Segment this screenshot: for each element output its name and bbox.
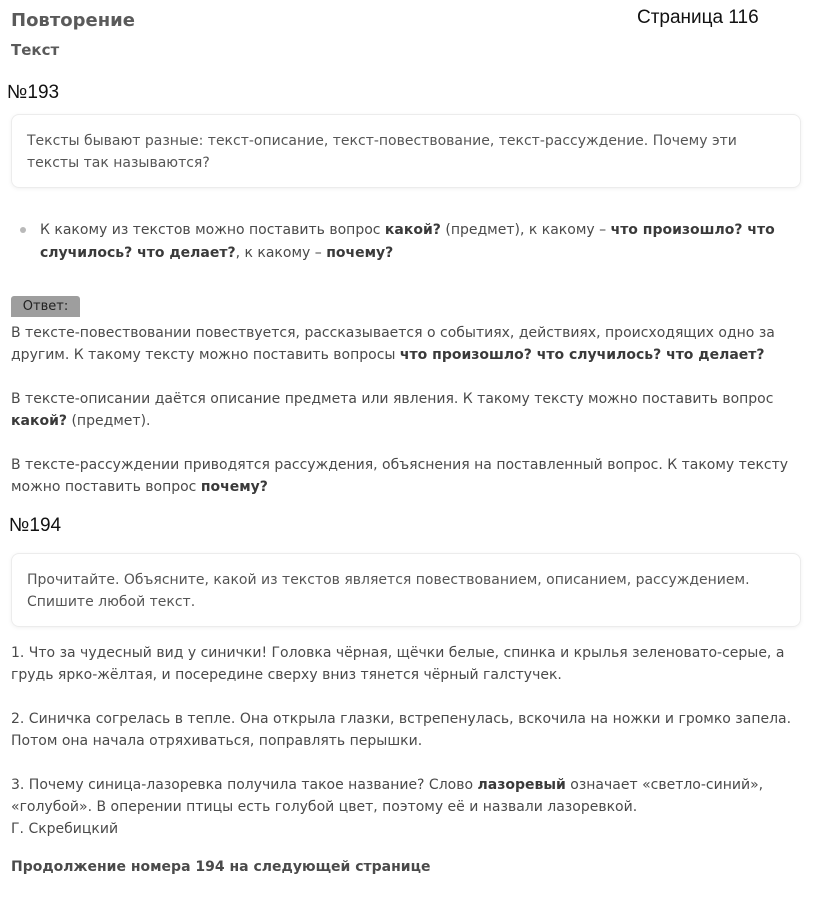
subsection-title: Текст — [11, 41, 60, 59]
exercise-193-task: Тексты бывают разные: текст-описание, текст-повествование, текст-рассуждение. Почему эти тексты так называются? — [27, 133, 737, 171]
continuation-note: Продолжение номера 194 на следующей странице — [11, 859, 431, 875]
text-2: 2. Синичка согрелась в тепле. Она открыла глазки, встрепенулась, вскочила на ножки и громко запела. Потом она начала отряхиваться, поправлять перышки. — [11, 711, 792, 749]
page-number: Страница 116 — [637, 7, 759, 28]
section-title: Повторение — [11, 10, 135, 31]
answer-paragraph-1: В тексте-повествовании повествуется, рассказывается о событиях, действиях, происходящих одно за другим. К такому тексту можно поставить вопросы что произошло? что случилось? что делает? — [11, 325, 775, 363]
exercise-193-bullet — [20, 219, 790, 265]
exercise-193-task-card — [11, 114, 801, 188]
answer-paragraph-2: В тексте-описании даётся описание предмета или явления. К такому тексту можно поставить вопрос какой? (предмет). — [11, 391, 774, 429]
exercise-194-task-card — [11, 553, 801, 627]
text-3-author: Г. Скребицкий — [11, 821, 119, 837]
bullet-text: К какому из текстов можно поставить вопрос какой? (предмет), к какому – что произошло? что случилось? что делает?, к какому – почему? — [40, 222, 775, 261]
answer-label: Ответ: — [11, 296, 80, 317]
exercise-194-task: Прочитайте. Объясните, какой из текстов является повествованием, описанием, рассуждением. Спишите любой текст. — [27, 572, 750, 610]
answer-paragraph-3: В тексте-рассуждении приводятся рассуждения, объяснения на поставленный вопрос. К такому тексту можно поставить вопрос почему? — [11, 457, 789, 495]
exercise-193-number: №193 — [7, 82, 60, 103]
text-1: 1. Что за чудесный вид у синички! Головка чёрная, щёчки белые, спинка и крылья зеленовато-серые, а грудь ярко-жёлтая, и посередине сверху вниз тянется чёрный галстучек. — [11, 645, 785, 683]
text-3: 3. Почему синица-лазоревка получила такое название? Слово лазоревый означает «светло-синий», «голубой». В оперении птицы есть голубой цвет, поэтому её и назвали лазоревкой. Г. Скребицкий — [11, 777, 764, 837]
exercise-194-number: №194 — [9, 515, 62, 536]
bullet-dot-icon — [20, 227, 26, 233]
